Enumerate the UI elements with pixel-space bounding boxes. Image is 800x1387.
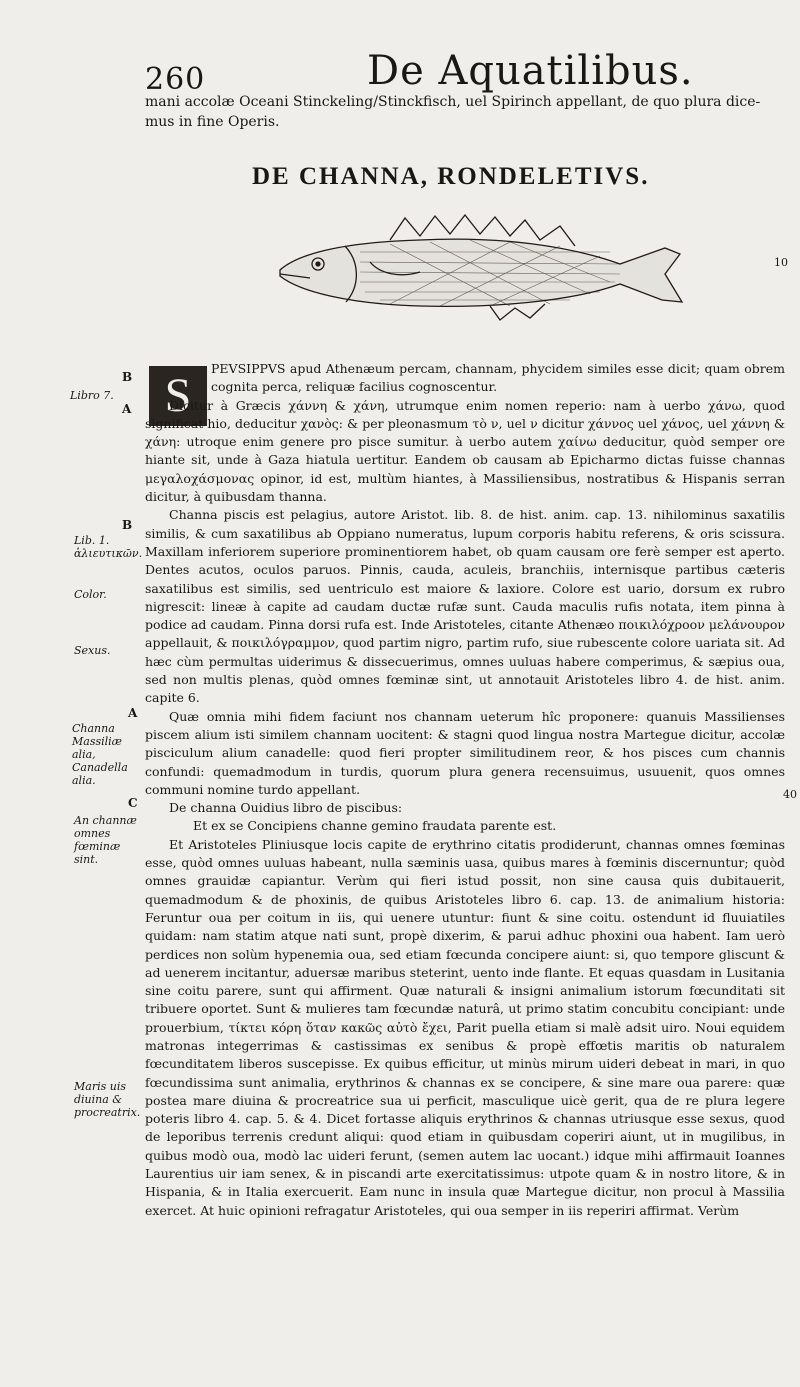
continuation-line-2: mus in fine Operis. [145, 114, 280, 130]
paragraph-7: Et Aristoteles Pliniusque locis capite de erythrino citatis prodiderunt, channas omnes fœminas esse, quòd omnes uuluas habeant, nulla sæminis uasa, quibus mares à fœminis discernuntur; quòd omnes grauidæ capiantur. Verùm qui fieri istud possit, non sine causa quis dubitauerit, quemadmodum & de phoxinis, de quibus Aristoteles libro 6. cap. 13. de animalium historia: Feruntur oua per coitum in iis, qui uenere utuntur: fiunt & sine coitu. ostendunt id fluuiatiles quidam: nam statim atque nati sunt, propè dixerim, & parui adhuc phoxini oua habent. Iam uerò perdices non solùm hypenemia oua, sed etiam fœcunda concipere aiunt: si, quo tempore gliscunt & ad uenerem incitantur, aduersæ maribus steterint, uento inde flante. Et equas quasdam in Lusitania sine coitu parere, sunt qui affirment. Quæ naturali & insigni animalium istorum fœcunditati sit tribuere oportet. Sunt & mulieres tam fœcundæ naturâ, ut primo statim concubitu concipiant: unde prouerbium, τίκτει κόρη ὅταν κακῶς αὐτὸ ἔχει, Parit puella etiam si malè adsit uiro. Noui equidem matronas integerrimas & castissimas ex senibus & propè effœtis maritis ob naturalem fœcunditatem liberos suscepisse. Ex quibus efficitur, ut minùs mirum uideri debeat in mari, in quo fœcundissima sunt animalia, erythrinos & channas ex se concipere, & sine mare oua parere: quæ postea mare diuina & procreatrice sua ui perficit, masculique uicè gerit, qua de re plura legere poteris libro 4. cap. 5. & 4. Dicet fortasse aliquis erythrinos & channas utriusque esse sexus, quod de leporibus terrenis credunt aliqui: quod etiam in quibusdam coperiri aiunt, ut in mugilibus, in quibus modò oua, modò lac uideri ferunt, (semen autem lac uocant.) idque mihi affirmauit Ioannes Laurentius uir iam senex, & in piscandi arte exercitatissimus: utpote quam & in nostro litore, & in Hispania, & in Italia exercuerit. Eam nunc in insula quæ Martegue dicitur, non procul à Massilia exercet. At huic opinioni refragatur Aristoteles, qui oua semper in iis reperiri affirmat. Verùm [145, 836, 785, 1218]
paragraph-2: Dicitur à Græcis χάννη & χάνη, utrumque enim nomen reperio: nam à uerbo χάνω, quod significat hio, deducitur χανὸς: & per pleonasmum τὸ ν, uel ν dicitur χάννος uel χάνος, uel χάννη & χάνη: utroque enim genere pro pisce sumitur. à uerbo autem χαίνω deducitur, quòd semper ore hiante sit, unde à Gaza hiatula uertitur. Eandem ob causam ab Epicharmo dictas fuisse channas μεγαλοχάσμονας opinor, id est, multùm hiantes, à Massiliensibus, nostratibus & Hispanis serran dicitur, à quibusdam thanna. [145, 397, 785, 505]
running-title: De Aquatilibus. [367, 48, 694, 94]
margin-letter-b: B [122, 370, 133, 384]
body-text [145, 360, 785, 1220]
margin-letter-c: C [128, 796, 138, 810]
decorated-initial: S [149, 366, 207, 426]
margin-letter-a: A [122, 402, 132, 416]
margin-note-sexus: Sexus. [74, 644, 111, 657]
margin-note-channa-alia: Channa Massiliæ alia, Canadella alia. [72, 722, 128, 787]
figure-margin-mark: 10 [774, 256, 788, 269]
margin-note-libro7: Libro 7. [70, 389, 114, 402]
fish-woodcut-figure [270, 212, 690, 322]
margin-note-maris: Maris uis diuina & procreatrix. [74, 1080, 141, 1119]
continuation-line-1: mani accolæ Oceani Stinckeling/Stinckfisch, uel Spirinch appellant, de quo plura dice- [145, 94, 761, 110]
verse-line: Et ex se Concipiens channe gemino fraudata parente est. [193, 818, 557, 834]
page-number: 260 [145, 62, 206, 97]
section-title: DE CHANNA, RONDELETIVS. [252, 163, 650, 190]
margin-note-color: Color. [74, 588, 107, 601]
margin-letter-b-2: B [122, 518, 133, 532]
paragraph-1: PEVSIPPVS apud Athenæum percam, channam, phycidem similes esse dicit; quam obrem cognita perca, reliquæ facilius cognoscentur. [211, 361, 785, 395]
margin-letter-a-2: A [128, 706, 138, 720]
page-header [145, 40, 785, 100]
paragraph-5: De channa Ouidius libro de piscibus: [169, 800, 403, 816]
margin-note-lib1: Lib. 1. ἁλιευτικῶν. [74, 534, 143, 560]
margin-note-an-channae: An channæ omnes fœminæ sint. [74, 814, 137, 866]
paragraph-3: Channa piscis est pelagius, autore Aristot. lib. 8. de hist. anim. cap. 13. nihilominus saxatilis similis, & cum saxatilibus ab Oppiano numeratus, lupum corporis habitu referens, & oris scissura. Maxillam inferiorem superiore prominentiorem habet, ob quam causam ore ferè semper est aperto. Dentes acutos, oculos paruos. Pinnis, cauda, aculeis, branchiis, internisque partibus cæteris saxatilibus est similis, sed uentriculo est maiore & laxiore. Colore est uario, dorsum ex rubro nigrescit: lineæ à capite ad caudam ductæ rufæ sunt. Cauda maculis rufis notata, item pinna à podice ad caudam. Pinna dorsi rufa est. Inde Aristoteles, citante Athenæo ποικιλόχροον μελάνουρον appellauit, & ποικιλόγραμμον, quod partim nigro, partim rufo, siue rubescente colore uariata sit. Ad hæc cùm permultas uiderimus & dissecuerimus, omnes uuluas habere comperimus, & sæpius oua, sed non multis plenas, quòd omnes fœminæ sint, ut annotauit Aristoteles libro 4. de hist. anim. capite 6. [145, 507, 785, 706]
margin-number-right: 40 [783, 788, 797, 801]
paragraph-4: Quæ omnia mihi fidem faciunt nos channam ueterum hîc proponere: quanuis Massilienses piscem alium isti similem channam uocitent: & stagni quod lingua nostra Martegue dicitur, accolæ pisciculum alium canadelle: quod fieri propter similitudinem reor, & hos pisces cum channis confundi: quemadmodum in turdis, quorum plura genera recensuimus, usuuenit, quos omnes communi nomine turdo appellant. [145, 708, 785, 797]
